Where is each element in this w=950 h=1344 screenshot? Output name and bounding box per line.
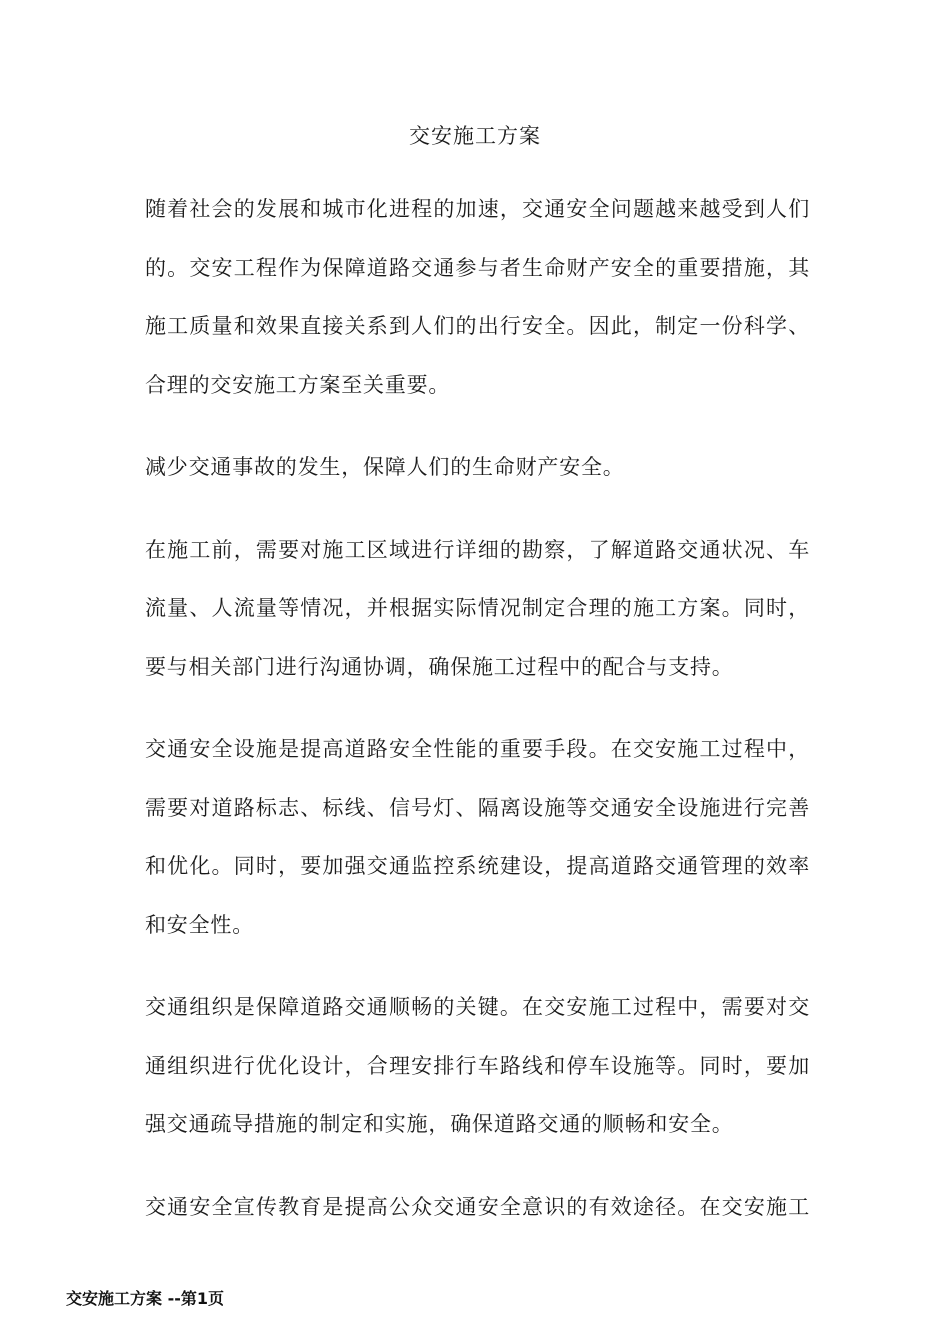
paragraph-line: 的。交安工程作为保障道路交通参与者生命财产安全的重要措施，其 (145, 255, 810, 280)
paragraph-line: 减少交通事故的发生，保障人们的生命财产安全。 (145, 455, 625, 479)
paragraph-line: 随着社会的发展和城市化进程的加速，交通安全问题越来越受到人们 (145, 197, 810, 221)
document-body (145, 180, 810, 1260)
paragraph-2 (145, 438, 810, 497)
paragraph-3 (145, 521, 810, 697)
document-title: 交安施工方案 (409, 124, 541, 148)
paragraph-line: 交通组织是保障道路交通顺畅的关键。在交安施工过程中，需要对交 (145, 995, 810, 1019)
paragraph-line: 和优化。同时，要加强交通监控系统建设，提高道路交通管理的效率 (145, 854, 810, 878)
paragraph-line: 强交通疏导措施的制定和实施，确保道路交通的顺畅和安全。 (145, 1112, 734, 1136)
paragraph-line: 需要对道路标志、标线、信号灯、隔离设施等交通安全设施进行完善 (145, 795, 810, 820)
page-footer: 交安施工方案 --第1页 (66, 1289, 224, 1308)
paragraph-5 (145, 978, 810, 1154)
paragraph-line: 交通安全设施是提高道路安全性能的重要手段。在交安施工过程中， (145, 737, 810, 761)
paragraph-line: 在施工前，需要对施工区域进行详细的勘察，了解道路交通状况、车 (145, 537, 810, 562)
paragraph-6 (145, 1178, 810, 1237)
paragraph-line: 合理的交安施工方案至关重要。 (145, 372, 451, 397)
paragraph-line: 和安全性。 (145, 912, 254, 937)
paragraph-line: 施工质量和效果直接关系到人们的出行安全。因此，制定一份科学、 (145, 314, 810, 338)
paragraph-line: 流量、人流量等情况，并根据实际情况制定合理的施工方案。同时， (145, 596, 810, 620)
paragraph-1 (145, 180, 810, 414)
paragraph-4 (145, 720, 810, 954)
paragraph-line: 要与相关部门进行沟通协调，确保施工过程中的配合与支持。 (145, 654, 734, 679)
paragraph-line: 交通安全宣传教育是提高公众交通安全意识的有效途径。在交安施工 (145, 1194, 810, 1219)
paragraph-line: 通组织进行优化设计，合理安排行车路线和停车设施等。同时，要加 (145, 1053, 810, 1078)
